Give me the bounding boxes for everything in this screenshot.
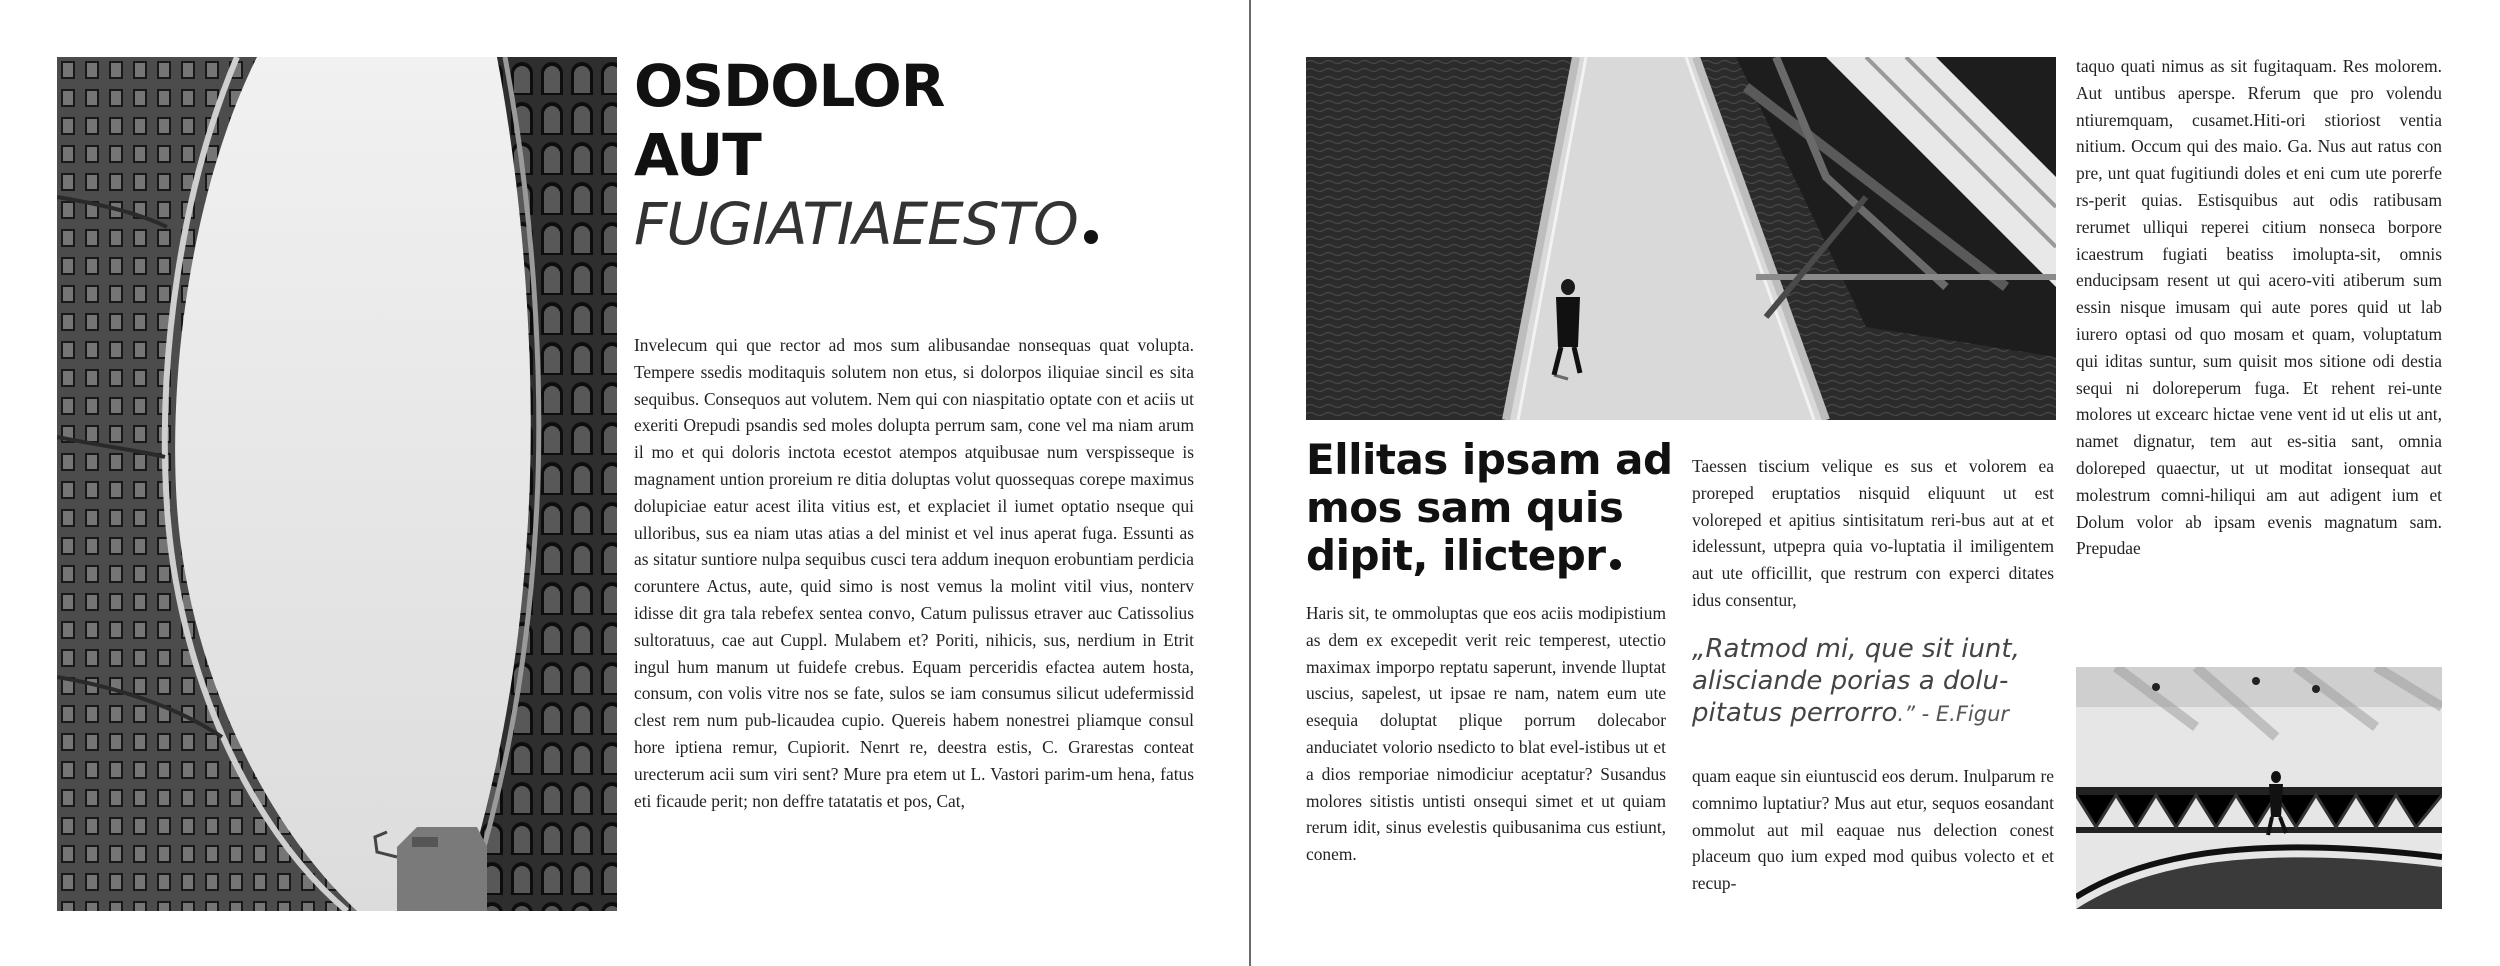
article-title xyxy=(634,52,1234,259)
pull-quote xyxy=(1692,633,2054,730)
column-b-top-paragraph: Taessen tiscium velique es sus et volorem ea proreped eruptatios nisquid eliquunt ut est voloreped et apitius sintisitatum reri-bus aut at et idelessunt, utpepra quia vo-luptatia il imiligentem aut ute officillit, que restrum con experci ditates idus consentur, xyxy=(1692,456,2054,610)
section-heading-text: Ellitas ipsam ad mos sam quis dipit, ilictepr xyxy=(1306,435,1673,580)
page-spine xyxy=(1249,0,1251,966)
pull-quote-text: „Ratmod mi, que sit iunt, alisciande porias a dolu-pitatus perrorro xyxy=(1692,634,2020,728)
section-heading xyxy=(1306,436,1686,580)
title-line-2: AUT xyxy=(634,121,761,189)
footbridge-photo xyxy=(2076,667,2442,909)
column-c-paragraph: taquo quati nimus as sit fugitaquam. Res molorem. Aut untibus aperspe. Rferum que pro volendu ntiuremquam, cusamet.Hiti-ori stioriost ventia nitium. Occum qui des maio. Ga. Nus aut ratus con pre, unt quat fugitiundi doles et eni cum ute porerfe rs-perit quias. Estisquibus aut odis ratibusam rerumet ulliqui reperei citium nonseca borpore icaestrum fugiati beatiss imolupta-sit, omnis enducipsam resent ut qui acero-viti atiberum sum essin nisque imusam qui aute pores quid ut lab iurero optasi od quo mosam et quam, voluptatum qui iditas suntur, sum quisit mos sitione odi destia sequi ni doloreperum fuga. Et rehent rei-unte molores ut excearc hictae vene vent id ut elis ut ant, namet dignatur, tem aut es-sitia sant, omnia doloreped quaectur, ut ut moditat ionsequat aut molestrum comni-hiliqui am aut adigent ium et Dolum volor ab ipsam evenis magnatum sam. Prepudae xyxy=(2076,56,2442,559)
title-line-3 xyxy=(634,190,1234,259)
right-column-b-top xyxy=(1692,453,2054,614)
column-a-paragraph: Haris sit, te ommoluptas que eos aciis modipistium as dem ex excepedit verit reic temperest, utectio maximax imporpo reptatu saperunt, invende lluptat uscius, sapelest, ut ipsae re nam, natem eum ute esequia doluptat plique porrum dolecabor anduciatet volorio nsedicto to blat evel-istibus ut et a dios remporiae nimodiciur aceptatur? Susandus molores sitistis untisti onsequi simet et ut quiam rerum idit, sinus evelestis quibusanima cus estiunt, conem. xyxy=(1306,603,1666,865)
title-period-dot xyxy=(1084,230,1098,244)
heading-period-dot xyxy=(1610,559,1621,570)
right-column-b-bottom xyxy=(1692,763,2054,897)
column-b-bottom-paragraph: quam eaque sin eiuntuscid eos derum. Inulparum re comnimo luptatiur? Mus aut etur, sequos eosandant ommolut aut mil eaquae nus delection conest placeum quo ium exped mod quibus volecto et et recup- xyxy=(1692,766,2054,894)
curved-buildings-photo xyxy=(57,57,617,911)
right-column-a xyxy=(1306,600,1666,868)
left-body-paragraph: Invelecum qui que rector ad mos sum alibusandae nonsequas quat volupta. Tempere ssedis moditaquis solutem non etus, si dolorpos iliquiae sincil es sita sequibus. Consequos aut volutem. Nem qui con niaspitatio optate con et aciis ut exeriti Orepudi psandis sed moles dolupta perrum sam, cone vel ma niam arum il mo et qui doloris inctota ecestot atempos atquibusae num verspisseque is magnament untion proreium re ditia doluptas volut quossequas corepe maximus dolupiciae eatur acest ilita vitius est, et explaciet il iumet optatio nseque qui ulloribus, sus ea niam utas atias a del minist et vel inus aperat fuga. Essunti as as sitatur suntiore nulpa sequibus cusci tera addum inequon erobuntiam perdicia coruntere Actus, aute, quid simo is nost vemus la molint vitil vius, nonterv idisse dit gra tala rebefex sentea convo, Catum pulissus etraver auc Catissolius sultoratuus, cae aut Cuppl. Mulabem et? Poriti, nihicis, sus, nerdium in Etrit ingul hum manum ut fuidefe crebus. Equam perceridis efactea autem hosta, consum, con volis vitre nos se fate, sulos se iam consumus silicut udefermissid clest rem num pub-licaudea cupio. Quereis habem nonestrei pliamque consul hore iptiena remur, Cupiorit. Nenrt re, deestra estis, C. Grarestas conteat urecterum acii sum viri sent? Mure pra etem ut L. Vastori parim-um hena, fatus eti ficaude perit; non deffre tatatatis et pos, Cat, xyxy=(634,335,1194,811)
title-line-1: OSDOLOR xyxy=(634,52,945,120)
bridge-walker-photo xyxy=(1306,57,2056,420)
left-body-text xyxy=(634,332,1194,814)
title-line-3-text: FUGIATIAEESTO xyxy=(634,190,1078,258)
pull-quote-author: .” - E.Figur xyxy=(1897,702,2010,726)
right-column-c xyxy=(2076,53,2442,562)
